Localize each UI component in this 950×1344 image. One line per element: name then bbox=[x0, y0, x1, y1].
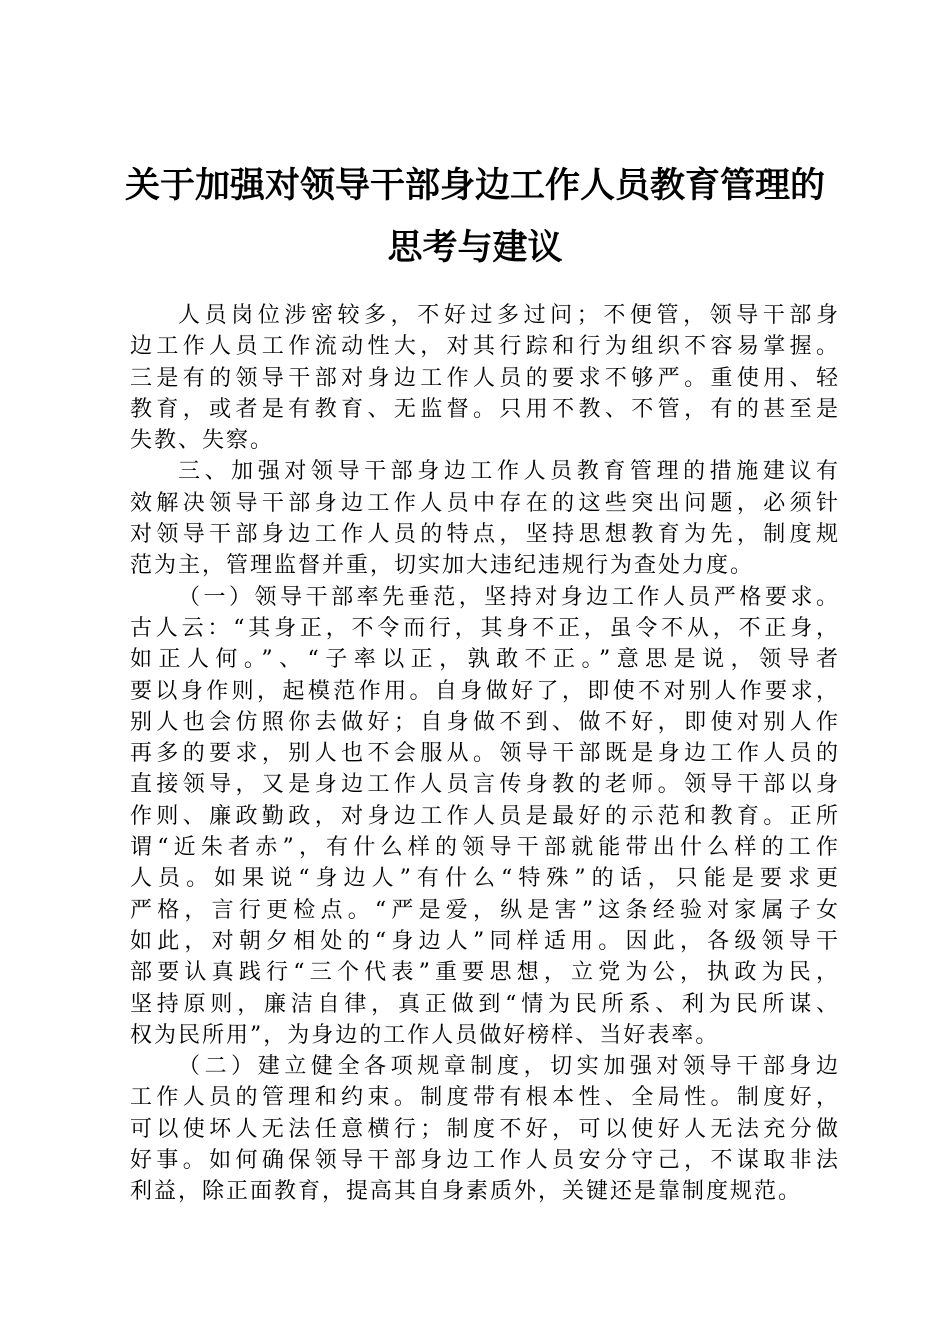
paragraph-line: 工作人员的管理和约束。制度带有根本性、全局性。制度好， bbox=[130, 1085, 840, 1111]
paragraph-line: （一）领导干部率先垂范，坚持对身边工作人员严格要求。 bbox=[178, 584, 840, 610]
paragraph-line: 好事。如何确保领导干部身边工作人员安分守己，不谋取非法 bbox=[130, 1148, 840, 1174]
document-body bbox=[130, 300, 840, 1208]
paragraph-line: 要以身作则，起模范作用。自身做好了，即使不对别人作要求， bbox=[130, 678, 840, 704]
paragraph-line: 严格，言行更检点。“严是爱，纵是害”这条经验对家属子女 bbox=[130, 897, 840, 923]
document-title bbox=[100, 155, 850, 279]
paragraph-line: 三、加强对领导干部身边工作人员教育管理的措施建议有 bbox=[178, 459, 840, 485]
paragraph-1 bbox=[130, 300, 840, 456]
paragraph-line: 人员岗位涉密较多，不好过多过问；不便管，领导干部身 bbox=[178, 303, 840, 328]
paragraph-line: 作则、廉政勤政，对身边工作人员是最好的示范和教育。正所 bbox=[130, 803, 840, 829]
paragraph-line: 如正人何。”、“子率以正，孰敢不正。”意思是说，领导者 bbox=[130, 647, 840, 673]
paragraph-line: 范为主，管理监督并重，切实加大违纪违规行为查处力度。 bbox=[130, 553, 755, 579]
paragraph-line: 谓“近朱者赤”，有什么样的领导干部就能带出什么样的工作 bbox=[130, 835, 840, 861]
paragraph-line: 再多的要求，别人也不会服从。领导干部既是身边工作人员的 bbox=[130, 741, 840, 767]
paragraph-line: 人员。如果说“身边人”有什么“特殊”的话，只能是要求更 bbox=[130, 866, 840, 892]
paragraph-line: 效解决领导干部身边工作人员中存在的这些突出问题，必须针 bbox=[130, 490, 840, 516]
paragraph-line: （二）建立健全各项规章制度，切实加强对领导干部身边 bbox=[178, 1054, 840, 1080]
paragraph-2 bbox=[130, 456, 840, 581]
title-line-1: 关于加强对领导干部身边工作人员教育管理的 bbox=[124, 166, 825, 206]
paragraph-4 bbox=[130, 1051, 840, 1207]
paragraph-line: 权为民所用”，为身边的工作人员做好榜样、当好表率。 bbox=[130, 1022, 720, 1048]
paragraph-line: 坚持原则，廉洁自律，真正做到“情为民所系、利为民所谋、 bbox=[130, 991, 840, 1017]
paragraph-line: 可以使坏人无法任意横行；制度不好，可以使好人无法充分做 bbox=[130, 1116, 840, 1142]
paragraph-line: 失教、失察。 bbox=[130, 428, 275, 454]
paragraph-line: 别人也会仿照你去做好；自身做不到、做不好，即使对别人作 bbox=[130, 709, 840, 735]
paragraph-line: 利益，除正面教育，提高其自身素质外，关键还是靠制度规范。 bbox=[130, 1179, 803, 1205]
paragraph-line: 古人云：“其身正，不令而行，其身不正，虽令不从，不正身， bbox=[130, 615, 840, 641]
paragraph-line: 如此，对朝夕相处的“身边人”同样适用。因此，各级领导干 bbox=[130, 928, 840, 954]
paragraph-line: 直接领导，又是身边工作人员言传身教的老师。领导干部以身 bbox=[130, 772, 840, 798]
paragraph-3 bbox=[130, 582, 840, 1051]
paragraph-line: 教育，或者是有教育、无监督。只用不教、不管，有的甚至是 bbox=[130, 396, 840, 422]
paragraph-line: 边工作人员工作流动性大，对其行踪和行为组织不容易掌握。 bbox=[130, 334, 840, 360]
paragraph-line: 三是有的领导干部对身边工作人员的要求不够严。重使用、轻 bbox=[130, 365, 840, 391]
paragraph-line: 部要认真践行“三个代表”重要思想，立党为公，执政为民， bbox=[130, 960, 840, 986]
title-line-2: 思考与建议 bbox=[387, 228, 563, 268]
paragraph-line: 对领导干部身边工作人员的特点，坚持思想教育为先，制度规 bbox=[130, 522, 840, 548]
